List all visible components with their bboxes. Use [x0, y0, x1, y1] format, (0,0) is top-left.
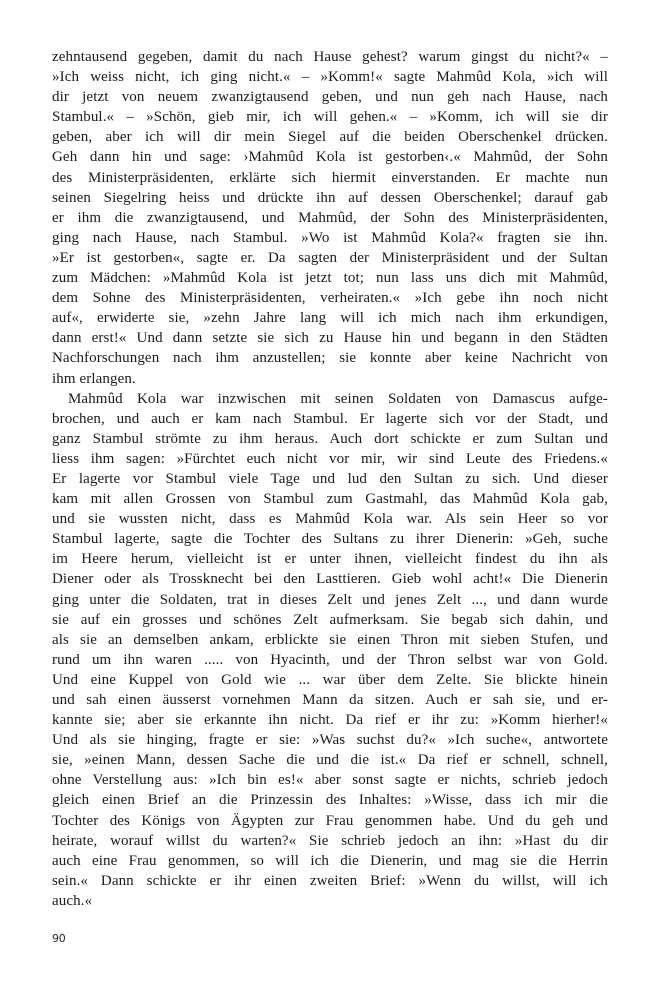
text-line: Und eine Kuppel von Gold wie ... war über dem Zelte. Sie blickte hinein	[52, 671, 608, 688]
text-line: zum Mädchen: »Mahmûd Kola ist jetzt tot; nun lass uns dich mit Mahmûd,	[52, 270, 608, 287]
text-line: kam mit allen Grossen von Stambul zum Gastmahl, das Mahmûd Kola gab,	[52, 491, 608, 508]
text-line: dem Sohne des Ministerpräsidenten, verheiraten.« »Ich gebe ihn noch nicht	[52, 290, 608, 307]
text-line: auch eine Frau genommen, so will ich die Dienerin, und mag sie die Herrin	[52, 852, 608, 869]
text-line: ohne Verstellung aus: »Ich bin es!« aber sonst sagte er nichts, schrieb jedoch	[52, 772, 608, 789]
text-line: sie auf ein grosses und schönes Zelt aufmerksam. Sie begab sich dahin, und	[52, 611, 608, 628]
page-number: 90	[52, 932, 66, 945]
text-line: Geh dann hin und sage: ›Mahmûd Kola ist gestorben‹.« Mahmûd, der Sohn	[52, 149, 608, 166]
text-line: ging nach Hause, nach Stambul. »Wo ist Mahmûd Kola?« fragten sie ihn.	[52, 229, 608, 246]
text-line: »Er ist gestorben«, sagte er. Da sagten der Ministerpräsident und der Sultan	[52, 249, 608, 266]
paragraph	[52, 389, 608, 911]
text-line: ging unter die Soldaten, trat in dieses Zelt und jenes Zelt ..., und dann wurde	[52, 591, 608, 608]
text-line: heirate, worauf willst du warten?« Sie schrieb jedoch an ihn: »Hast du dir	[52, 832, 608, 849]
text-line: auf«, erwiderte sie, »zehn Jahre lang will ich mich nach ihm erkundigen,	[52, 310, 608, 327]
text-line: zehntausend gegeben, damit du nach Hause gehest? warum gingst du nicht?« –	[52, 49, 608, 65]
text-line: sie, »einen Mann, dessen Sache die und die ist.« Da rief er schnell, schnell,	[52, 752, 608, 769]
text-line: Er lagerte vor Stambul viele Tage und lud den Sultan zu sich. Und dieser	[52, 470, 608, 487]
text-line: brochen, und auch er kam nach Stambul. Er lagerte sich vor der Stadt, und	[52, 410, 608, 427]
text-line: Mahmûd Kola war inzwischen mit seinen Soldaten von Damascus aufge-	[68, 390, 608, 407]
text-line: ihm erlangen.	[52, 370, 136, 387]
text-line: liess ihm sagen: »Fürchtet euch nicht vor mir, wir sind Leute des Friedens.«	[52, 450, 608, 467]
text-line: Diener oder als Trossknecht bei den Lasttieren. Gieb wohl acht!« Die Dienerin	[52, 571, 608, 588]
text-line: rund um ihn waren ..... von Hyacinth, und der Thron selbst war von Gold.	[52, 651, 608, 668]
text-line: ganz Stambul strömte zu ihm heraus. Auch dort schickte er zum Sultan und	[52, 430, 608, 447]
text-line: gleich einen Brief an die Prinzessin des Inhaltes: »Wisse, dass ich mir die	[52, 792, 608, 809]
text-line: und sah einen äusserst vornehmen Mann da sitzen. Auch er sah sie, und er-	[52, 692, 608, 708]
text-line: Und als sie hinging, fragte er sie: »Was suchst du?« »Ich suche«, antwortete	[52, 732, 608, 749]
text-line: des Ministerpräsidenten, erklärte sich hiermit einverstanden. Er machte nun	[52, 169, 608, 186]
text-line: auch.«	[52, 892, 93, 909]
text-line: kannte sie; aber sie erkannte ihn nicht. Da rief er ihr zu: »Komm hierher!«	[52, 712, 608, 729]
text-line: im Heere herum, vielleicht ist er unter ihnen, vielleicht findest du ihn als	[52, 551, 608, 568]
text-line: und sie wussten nicht, dass es Mahmûd Kola war. Als sein Heer so vor	[52, 511, 608, 528]
text-line: Stambul lagerte, sagte die Tochter des Sultans zu ihrer Dienerin: »Geh, suche	[52, 531, 608, 548]
text-line: als sie an demselben ankam, erblickte sie einen Thron mit sieben Stufen, und	[52, 631, 608, 648]
text-line: Tochter des Königs von Ägypten zur Frau genommen habe. Und du geh und	[52, 812, 608, 829]
text-line: dir jetzt von neuem zwanzigtausend geben, und nun geh nach Hause, nach	[52, 89, 608, 106]
text-line: geben, aber ich will dir mein Siegel auf die beiden Oberschenkel drücken.	[52, 129, 608, 146]
text-line: dann erst!« Und dann setzte sie sich zu Hause hin und begann in den Städten	[52, 330, 608, 347]
text-line: seinen Siegelring heiss und drückte ihn auf dessen Oberschenkel; darauf gab	[52, 189, 608, 206]
body-text	[52, 47, 608, 911]
paragraph	[52, 47, 608, 389]
text-line: Nachforschungen nach ihm anzustellen; sie konnte aber keine Nachricht von	[52, 350, 608, 367]
text-line: Stambul.« – »Schön, gieb mir, ich will gehen.« – »Komm, ich will sie dir	[52, 109, 608, 126]
text-line: er ihm die zwanzigtausend, und Mahmûd, der Sohn des Ministerpräsidenten,	[52, 209, 608, 226]
text-line: sein.« Dann schickte er ihr einen zweiten Brief: »Wenn du willst, will ich	[52, 872, 608, 889]
text-line: »Ich weiss nicht, ich ging nicht.« – »Komm!« sagte Mahmûd Kola, »ich will	[52, 69, 608, 86]
